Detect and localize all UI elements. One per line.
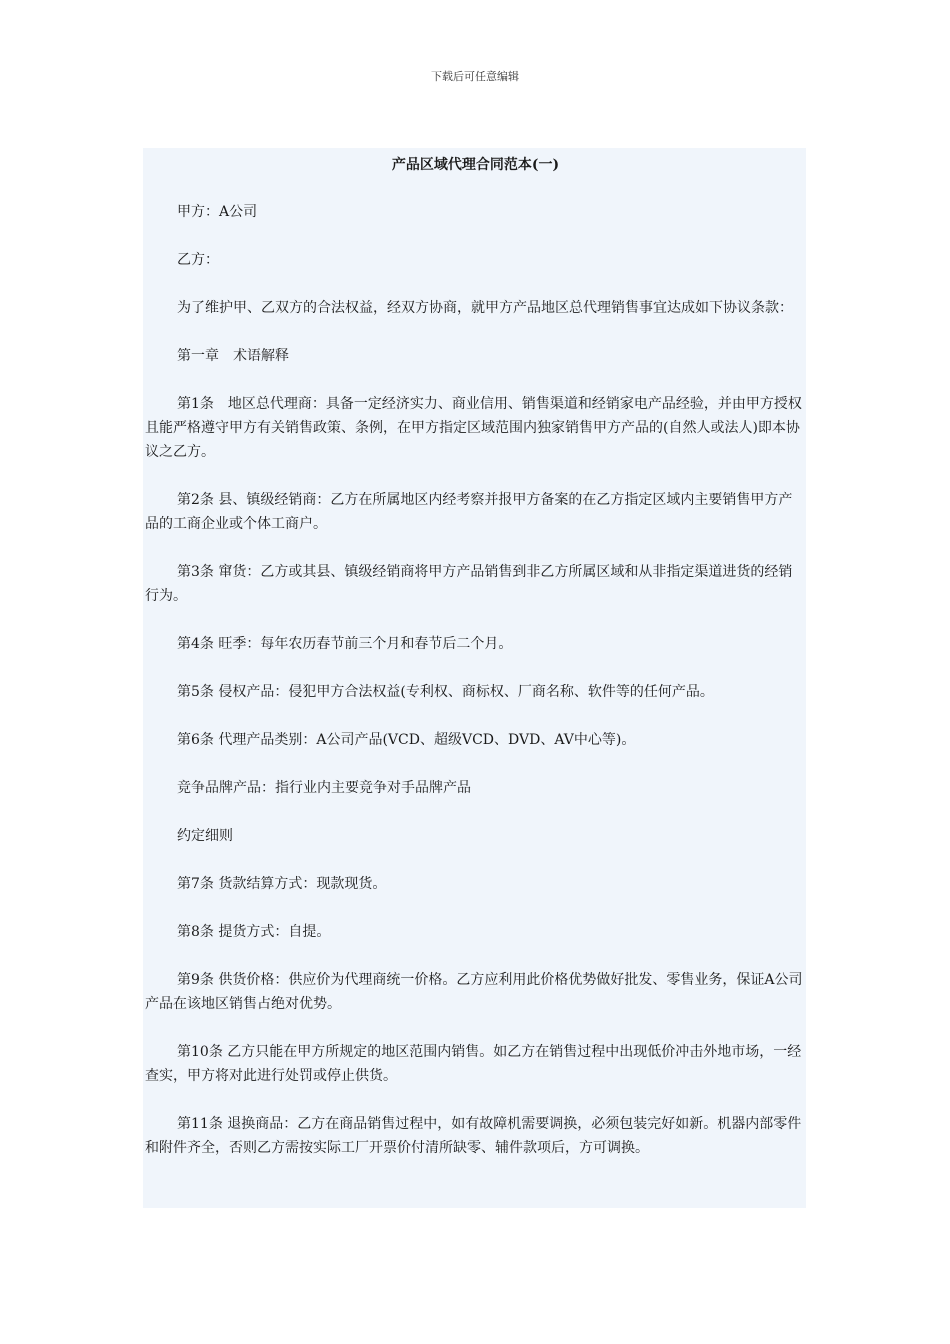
paragraph-competing-brands: 竞争品牌产品：指行业内主要竞争对手品牌产品 xyxy=(177,780,471,796)
document-body xyxy=(143,148,806,1208)
paragraph-article-8: 第8条 提货方式：自提。 xyxy=(177,924,331,940)
document-title: 产品区域代理合同范本(一) xyxy=(391,157,560,173)
paragraph-article-7: 第7条 货款结算方式：现款现货。 xyxy=(177,876,387,892)
paragraph-article-2: 第2条 县、镇级经销商：乙方在所属地区内经考察并报甲方备案的在乙方指定区域内主要销售甲方产品的工商企业或个体工商户。 xyxy=(145,492,793,532)
paragraph-party-a: 甲方：A公司 xyxy=(177,204,258,220)
paragraph-article-9: 第9条 供货价格：供应价为代理商统一价格。乙方应利用此价格优势做好批发、零售业务，保证A公司产品在该地区销售占绝对优势。 xyxy=(145,972,803,1012)
paragraph-article-5: 第5条 侵权产品：侵犯甲方合法权益(专利权、商标权、厂商名称、软件等的任何产品。 xyxy=(177,684,714,700)
paragraph-article-6: 第6条 代理产品类别：A公司产品(VCD、超级VCD、DVD、AV中心等)。 xyxy=(177,732,636,748)
paragraph-article-11: 第11条 退换商品：乙方在商品销售过程中，如有故障机需要调换，必须包装完好如新。机器内部零件和附件齐全，否则乙方需按实际工厂开票价付清所缺零、辅件款项后，方可调换。 xyxy=(145,1116,802,1156)
header-note: 下载后可任意编辑 xyxy=(431,70,519,83)
paragraph-article-10: 第10条 乙方只能在甲方所规定的地区范围内销售。如乙方在销售过程中出现低价冲击外地市场，一经查实，甲方将对此进行处罚或停止供货。 xyxy=(145,1044,802,1084)
paragraph-detailed-terms: 约定细则 xyxy=(177,828,233,844)
paragraph-article-3: 第3条 窜货：乙方或其县、镇级经销商将甲方产品销售到非乙方所属区域和从非指定渠道进货的经销行为。 xyxy=(145,564,793,604)
paragraph-chapter-1: 第一章 术语解释 xyxy=(177,348,289,364)
paragraph-party-b: 乙方： xyxy=(177,252,219,268)
paragraph-preamble: 为了维护甲、乙双方的合法权益，经双方协商，就甲方产品地区总代理销售事宜达成如下协议条款： xyxy=(177,300,793,316)
paragraph-article-1: 第1条 地区总代理商：具备一定经济实力、商业信用、销售渠道和经销家电产品经验，并由甲方授权且能严格遵守甲方有关销售政策、条例，在甲方指定区域范围内独家销售甲方产品的(自然人或法人)即本协议之乙方。 xyxy=(145,396,802,460)
paragraph-article-4: 第4条 旺季：每年农历春节前三个月和春节后二个月。 xyxy=(177,636,513,652)
